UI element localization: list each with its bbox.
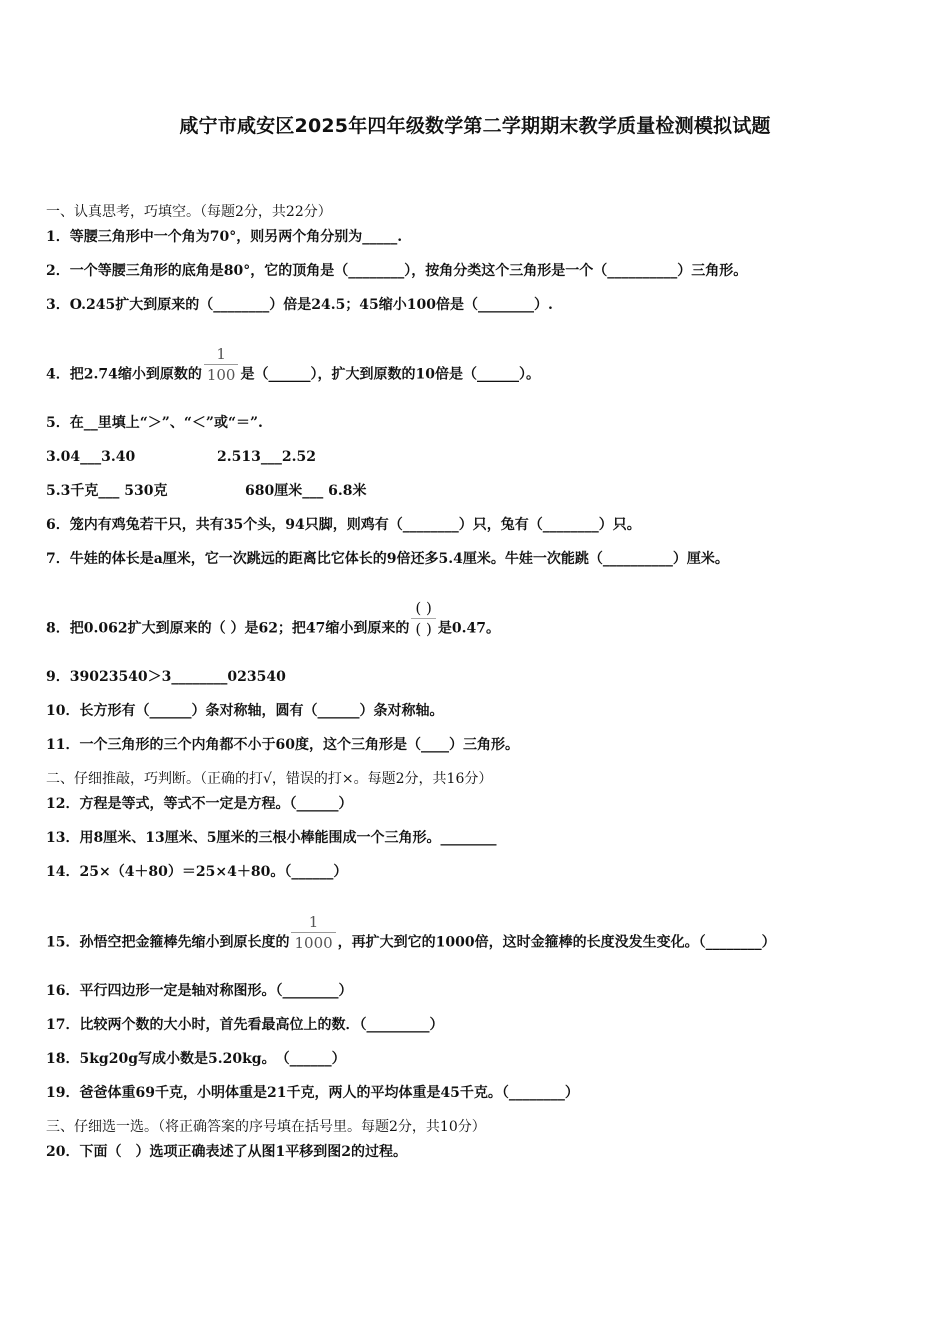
section-heading-1: 一、认真思考，巧填空。（每题2分，共22分） bbox=[46, 204, 332, 220]
fraction-numerator: 1 bbox=[308, 913, 319, 931]
fraction-denominator-blank: ( ) bbox=[415, 620, 432, 638]
fraction-numerator: 1 bbox=[216, 345, 226, 363]
question-4 bbox=[46, 345, 540, 395]
question-18: 18．5kg20g写成小数是5.20kg。 （______） bbox=[46, 1051, 346, 1067]
question-2: 2．一个等腰三角形的底角是80°，它的顶角是（________），按角分类这个三角形是一个（__________）三角形。 bbox=[46, 263, 748, 279]
question-11: 11．一个三角形的三个内角都不小于60度，这个三角形是（____）三角形。 bbox=[46, 737, 519, 753]
compare-row-2-right: 680厘米___ 6.8米 bbox=[245, 483, 367, 499]
question-15-text-before: 15．孙悟空把金箍棒先缩小到原长度的 bbox=[46, 934, 290, 951]
fraction-numerator-blank: ( ) bbox=[415, 599, 432, 617]
question-4-text-after: 是（______），扩大到原数的10倍是（______）。 bbox=[240, 366, 540, 383]
fraction-one-hundredth bbox=[204, 344, 239, 385]
question-6: 6．笼内有鸡兔若干只，共有35个头，94只脚，则鸡有（________）只，兔有（________）只。 bbox=[46, 517, 641, 533]
question-19: 19．爸爸体重69千克，小明体重是21千克，两人的平均体重是45千克。（________） bbox=[46, 1085, 579, 1101]
section-heading-3: 三、仔细选一选。（将正确答案的序号填在括号里。每题2分，共10分） bbox=[46, 1119, 486, 1135]
fraction-denominator: 1000 bbox=[294, 934, 333, 952]
compare-row-1-left: 3.04___3.40 bbox=[46, 449, 136, 465]
question-13: 13．用8厘米、13厘米、5厘米的三根小棒能围成一个三角形。________ bbox=[46, 830, 497, 846]
question-8-text-after: 是0.47。 bbox=[437, 620, 501, 637]
question-8 bbox=[46, 599, 501, 649]
question-15-text-after: ，再扩大到它的1000倍，这时金箍棒的长度没发生变化。（________） bbox=[337, 934, 776, 951]
question-4-text-before: 4．把2.74缩小到原数的 bbox=[46, 366, 202, 383]
question-8-text-before: 8．把0.062扩大到原来的（ ）是62；把47缩小到原来的 bbox=[46, 620, 410, 637]
compare-row-2-left: 5.3千克___ 530克 bbox=[46, 483, 168, 499]
question-14: 14．25×（4＋80）＝25×4＋80。（______） bbox=[46, 864, 348, 880]
question-12: 12．方程是等式，等式不一定是方程。（______） bbox=[46, 796, 353, 812]
page-title: 咸宁市咸安区2025年四年级数学第二学期期末教学质量检测模拟试题 bbox=[179, 115, 771, 137]
question-16: 16．平行四边形一定是轴对称图形。（________） bbox=[46, 983, 353, 999]
question-1: 1．等腰三角形中一个角为70°，则另两个角分别为_____. bbox=[46, 229, 403, 245]
question-9: 9．39023540＞3________023540 bbox=[46, 669, 286, 685]
section-heading-2: 二、仔细推敲，巧判断。（正确的打√，错误的打×。每题2分，共16分） bbox=[46, 771, 493, 787]
question-5: 5．在__里填上“＞”、“＜”或“＝”. bbox=[46, 415, 263, 431]
question-7: 7．牛娃的体长是a厘米，它一次跳远的距离比它体长的9倍还多5.4厘米。牛娃一次能跳（__________）厘米。 bbox=[46, 551, 729, 567]
fraction-one-thousandth bbox=[291, 912, 335, 953]
compare-row-1-right: 2.513___2.52 bbox=[217, 449, 316, 465]
question-20: 20．下面（ ）选项正确表述了从图1平移到图2的过程。 bbox=[46, 1144, 407, 1160]
fraction-blank bbox=[411, 598, 435, 639]
fraction-denominator: 100 bbox=[206, 366, 236, 384]
question-10: 10．长方形有（______）条对称轴，圆有（______）条对称轴。 bbox=[46, 703, 444, 719]
question-15 bbox=[46, 913, 776, 963]
question-3: 3．O.245扩大到原来的（________）倍是24.5；45缩小100倍是（________）. bbox=[46, 297, 553, 313]
question-17: 17．比较两个数的大小时，首先看最高位上的数．（_________） bbox=[46, 1017, 444, 1033]
